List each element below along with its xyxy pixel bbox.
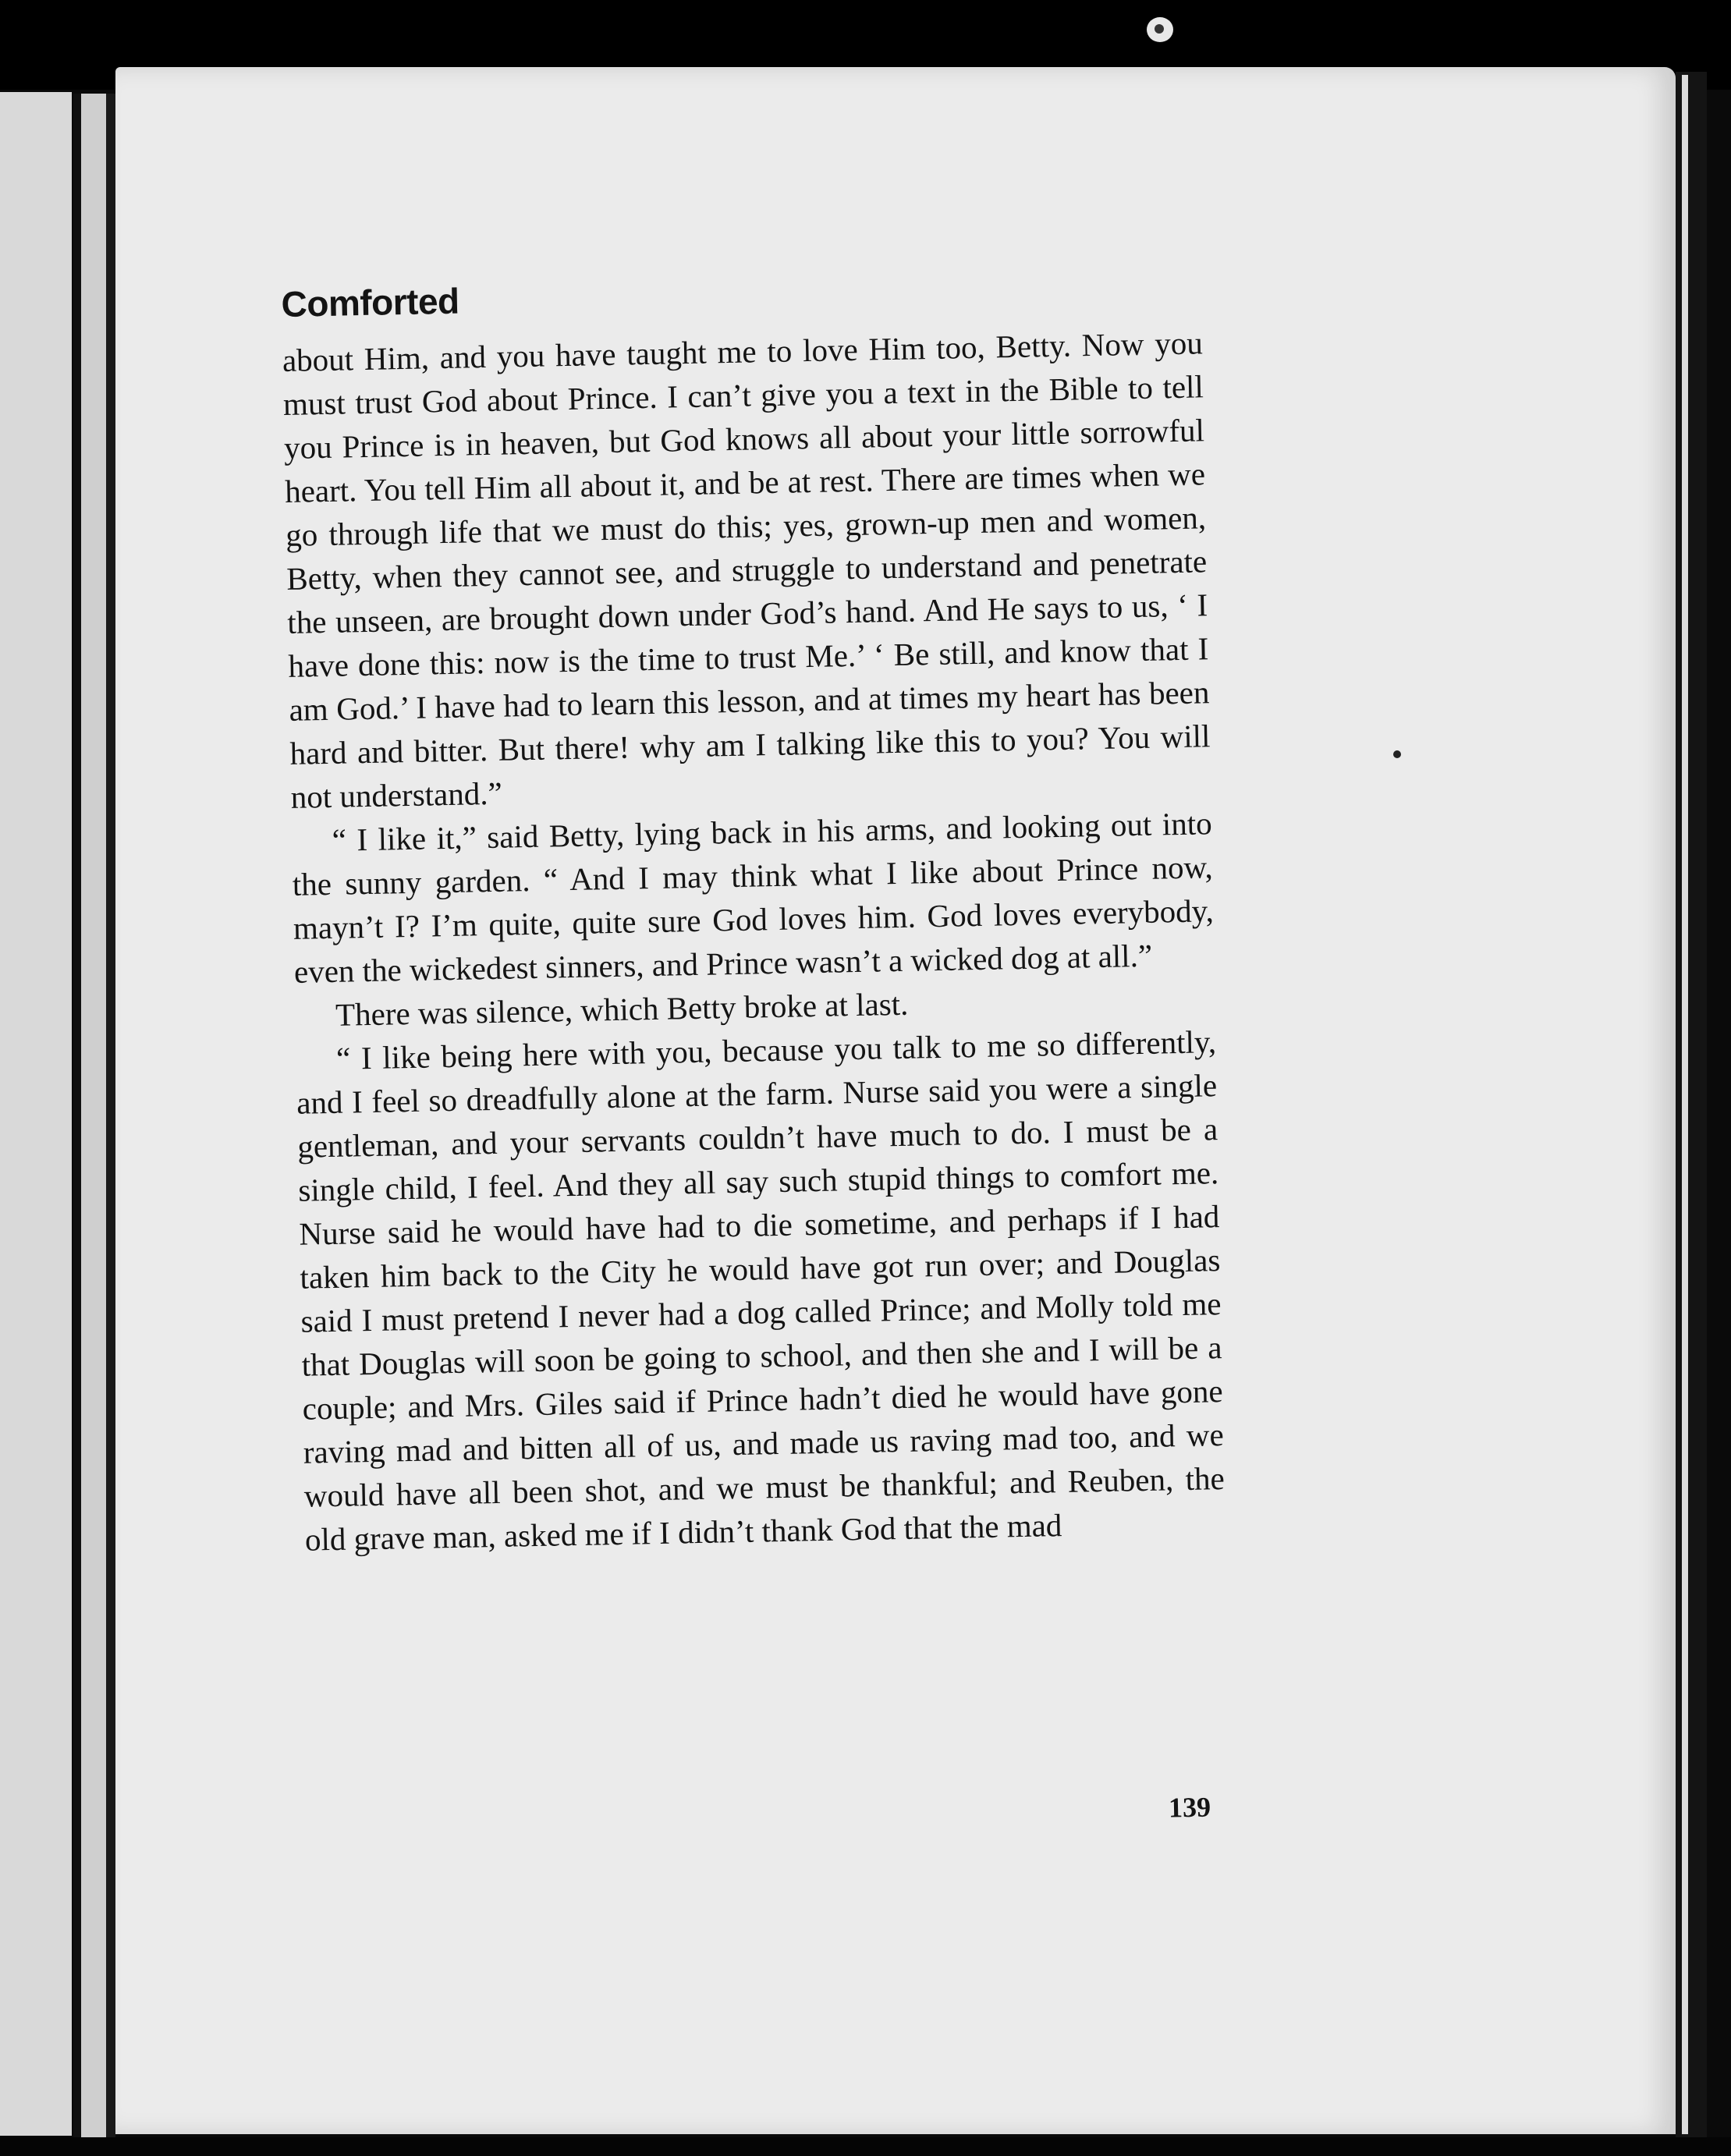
body-text xyxy=(282,321,1226,1561)
paragraph: There was silence, which Betty broke at last. xyxy=(335,985,909,1033)
scanner-mark-icon xyxy=(1147,17,1173,42)
paragraph: “ I like it,” said Betty, lying back in his arms, and looking out into the sunny garden. “ And I may think what I like about Prince now, mayn’t I? I’m quite, quite sure God loves him. God loves everybody, even the wickedest sinners, and Prince wasn’t a wicked dog at all.” xyxy=(292,805,1215,990)
running-head: Comforted xyxy=(281,280,460,324)
page-fore-edge xyxy=(1682,75,1688,2134)
page-text-block xyxy=(281,263,1226,1561)
book-gutter xyxy=(81,94,106,2137)
page-left-edge xyxy=(106,94,115,2137)
binding-shadow xyxy=(73,94,81,2137)
paragraph: “ I like being here with you, because you talk to me so differently, and I feel so dreadfully alone at the farm. Nurse said you were a single gentleman, and your servants couldn’t have much to do. I must be a single child, I feel. And they all say such stupid things to comfort me. Nurse said he would have had to die sometime, and perhaps if I had taken him back to the City he would have got run over; and Douglas said I must pretend I never had a dog called Prince; and Molly told me that Douglas will soon be going to school, and then she and I will be a couple; and Mrs. Giles said if Prince hadn’t died he would have gone raving mad and bitten all of us, and made us raving mad too, and we would have all been shot, and we must be thankful; and Reuben, the old grave man, asked me if I didn’t thank God that the mad xyxy=(296,1023,1226,1558)
paragraph: about Him, and you have taught me to love Him too, Betty. Now you must trust God about Prince. I can’t give you a text in the Bible to tell you Prince is in heaven, but God knows all about your little sorrowful heart. You tell Him all about it, and be at rest. There are times when we go through life that we must do this; yes, grown-up men and women, Betty, when they cannot see, and struggle to understand and penetrate the unseen, are brought down under God’s hand. And He says to us, ‘ I have done this: now is the time to trust Me.’ ‘ Be still, and know that I am God.’ I have had to learn this lesson, and at times my heart has been hard and bitter. But there! why am I talking like this to you? You will not understand.” xyxy=(282,324,1211,815)
ink-speck xyxy=(1393,750,1401,758)
facing-page-edge xyxy=(0,92,72,2136)
page-right-edge xyxy=(1676,72,1707,2139)
page-number: 139 xyxy=(1168,1791,1211,1824)
scan-bottom-border xyxy=(0,2137,1731,2156)
